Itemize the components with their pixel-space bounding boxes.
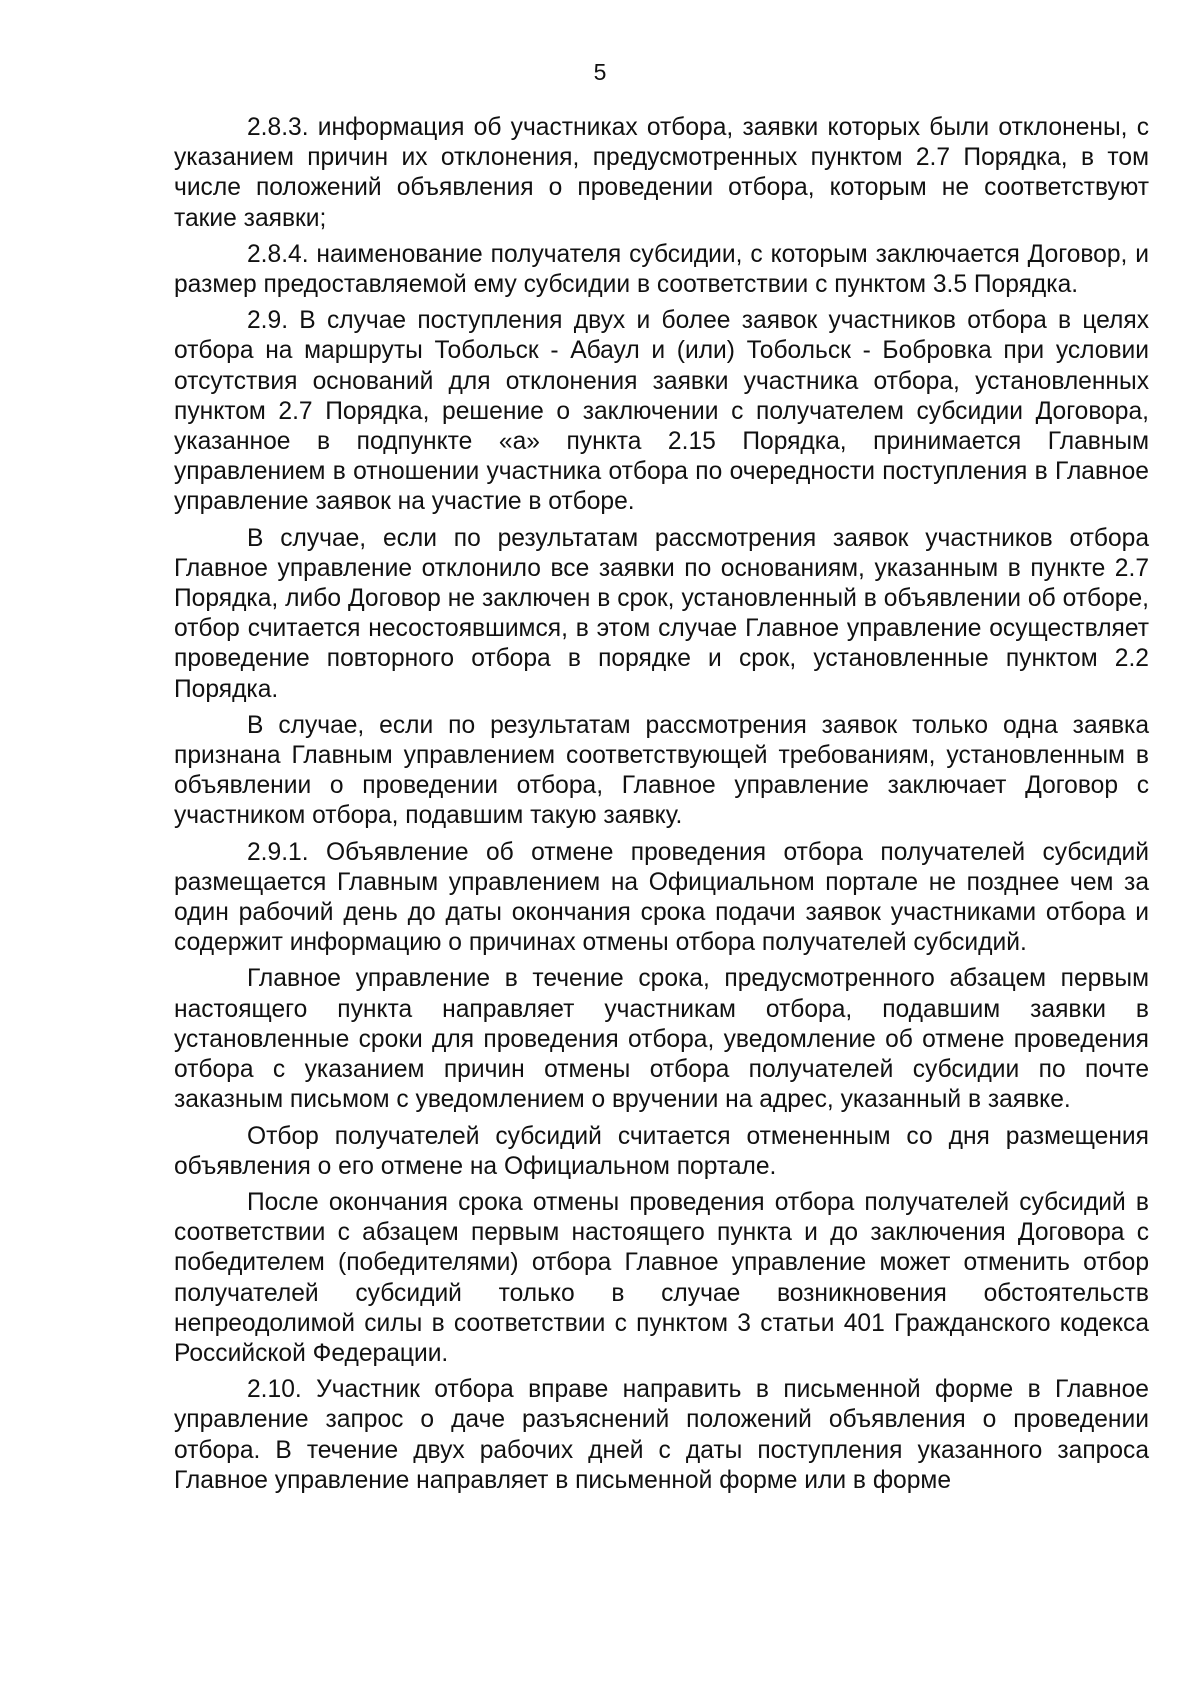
paragraph-2-9-1-force-majeure: После окончания срока отмены проведения отбора получателей субсидий в соответствии с абзацем первым настоящего пункта и до заключения Договора с победителем (победителями) отбора Главное управление может отменить отбор получателей субсидий только в случае возникновения обстоятельств непреодолимой силы в соответствии с пунктом 3 статьи 401 Гражданского кодекса Российской Федерации. [174, 1188, 1149, 1367]
paragraph-2-8-3: 2.8.3. информация об участниках отбора, заявки которых были отклонены, с указанием причин их отклонения, предусмотренных пунктом 2.7 Порядка, в том числе положений объявления о проведении отбора, которым не соответствуют такие заявки; [174, 114, 1149, 232]
paragraph-2-9-single-application: В случае, если по результатам рассмотрения заявок только одна заявка признана Главным управлением соответствующей требованиям, установленным в объявлении о проведении отбора, Главное управление заключает Договор с участником отбора, подавшим такую заявку. [174, 711, 1149, 830]
paragraph-2-9-rejected-all: В случае, если по результатам рассмотрения заявок участников отбора Главное управление отклонило все заявки по основаниям, указанным в пункте 2.7 Порядка, либо Договор не заключен в срок, установленный в объявлении об отборе, отбор считается несостоявшимся, в этом случае Главное управление осуществляет проведение повторного отбора в порядке и срок, установленные пунктом 2.2 Порядка. [174, 524, 1149, 703]
paragraph-2-9: 2.9. В случае поступления двух и более заявок участников отбора в целях отбора на маршруты Тобольск - Абаул и (или) Тобольск - Бобровка при условии отсутствия оснований для отклонения заявки участника отбора, установленных пунктом 2.7 Порядка, решение о заключении с получателем субсидии Договора, указанное в подпункте «а» пункта 2.15 Порядка, принимается Главным управлением в отношении участника отбора по очередности поступления в Главное управление заявок на участие в отборе. [174, 307, 1149, 516]
paragraph-2-8-4: 2.8.4. наименование получателя субсидии, с которым заключается Договор, и размер предоставляемой ему субсидии в соответствии с пунктом 3.5 Порядка. [174, 240, 1149, 299]
document-body [174, 113, 1149, 1502]
paragraph-2-9-1: 2.9.1. Объявление об отмене проведения отбора получателей субсидий размещается Главным управлением на Официальном портале не позднее чем за один рабочий день до даты окончания срока подачи заявок участниками отбора и содержит информацию о причинах отмены отбора получателей субсидий. [174, 838, 1149, 957]
paragraph-2-10: 2.10. Участник отбора вправе направить в письменной форме в Главное управление запрос о даче разъяснений положений объявления о проведении отбора. В течение двух рабочих дней с даты поступления указанного запроса Главное управление направляет в письменной форме или в форме [174, 1376, 1149, 1494]
paragraph-2-9-1-notification: Главное управление в течение срока, предусмотренного абзацем первым настоящего пункта направляет участникам отбора, подавшим заявки в установленные сроки для проведения отбора, уведомление об отмене проведения отбора с указанием причин отмены отбора получателей субсидии по почте заказным письмом с уведомлением о вручении на адрес, указанный в заявке. [174, 965, 1149, 1114]
paragraph-2-9-1-cancelled: Отбор получателей субсидий считается отмененным со дня размещения объявления о его отмене на Официальном портале. [174, 1122, 1149, 1180]
page-number: 5 [593, 59, 607, 85]
